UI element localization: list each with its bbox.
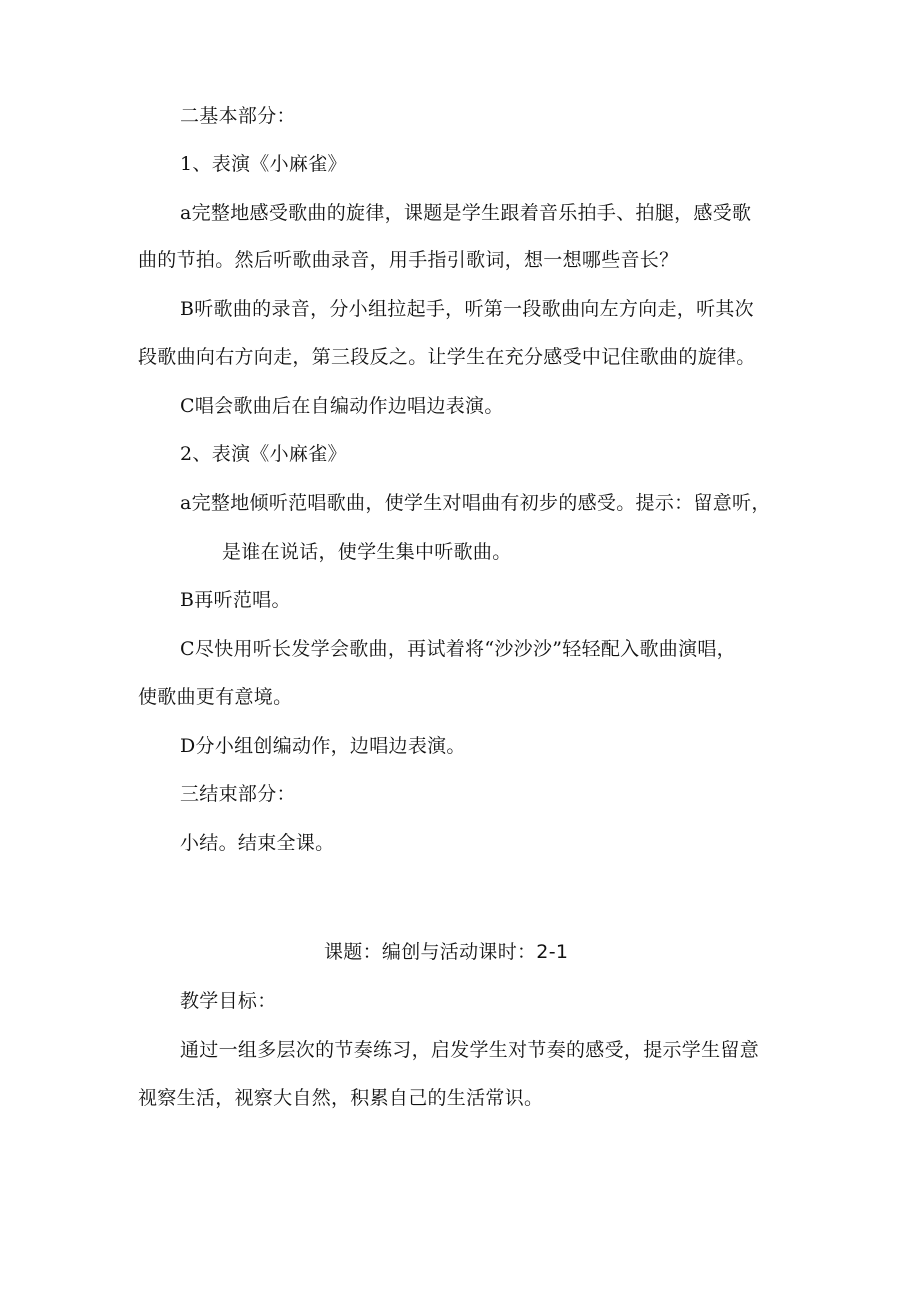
- paragraph-line: 使歌曲更有意境。: [138, 686, 293, 708]
- paragraph-line: a完整地倾听范唱歌曲，使学生对唱曲有初步的感受。提示：留意听，: [180, 492, 771, 514]
- paragraph-line: 通过一组多层次的节奏练习，启发学生对节奏的感受，提示学生留意: [180, 1039, 760, 1061]
- paragraph-line: 段歌曲向右方向走，第三段反之。让学生在充分感受中记住歌曲的旋律。: [138, 346, 756, 368]
- paragraph-line: 是谁在说话，使学生集中听歌曲。: [222, 541, 512, 563]
- paragraph-line: D分小组创编动作，边唱边表演。: [180, 735, 466, 757]
- section-heading-objectives: 教学目标：: [180, 990, 277, 1012]
- section-heading-end: 三结束部分：: [180, 783, 296, 805]
- paragraph-line: B再听范唱。: [180, 589, 291, 611]
- paragraph-line: a完整地感受歌曲的旋律，课题是学生跟着音乐拍手、拍腿，感受歌: [180, 202, 752, 224]
- paragraph-line: B听歌曲的录音，分小组拉起手，听第一段歌曲向左方向走，听其次: [180, 298, 754, 320]
- lesson-title: 课题：编创与活动课时：2-1: [324, 941, 569, 963]
- item-heading-2: 2、表演《小麻雀》: [180, 443, 347, 465]
- item-heading-1: 1、表演《小麻雀》: [180, 153, 347, 175]
- section-heading-basic: 二基本部分：: [180, 105, 296, 127]
- paragraph-line: C尽快用听长发学会歌曲，再试着将“沙沙沙”轻轻配入歌曲演唱，: [180, 638, 736, 660]
- paragraph-line: 小结。结束全课。: [180, 832, 335, 854]
- paragraph-line: 视察生活，视察大自然，积累自己的生活常识。: [138, 1087, 544, 1109]
- paragraph-line: C唱会歌曲后在自编动作边唱边表演。: [180, 395, 504, 417]
- paragraph-line: 曲的节拍。然后听歌曲录音，用手指引歌词，想一想哪些音长？: [138, 249, 679, 271]
